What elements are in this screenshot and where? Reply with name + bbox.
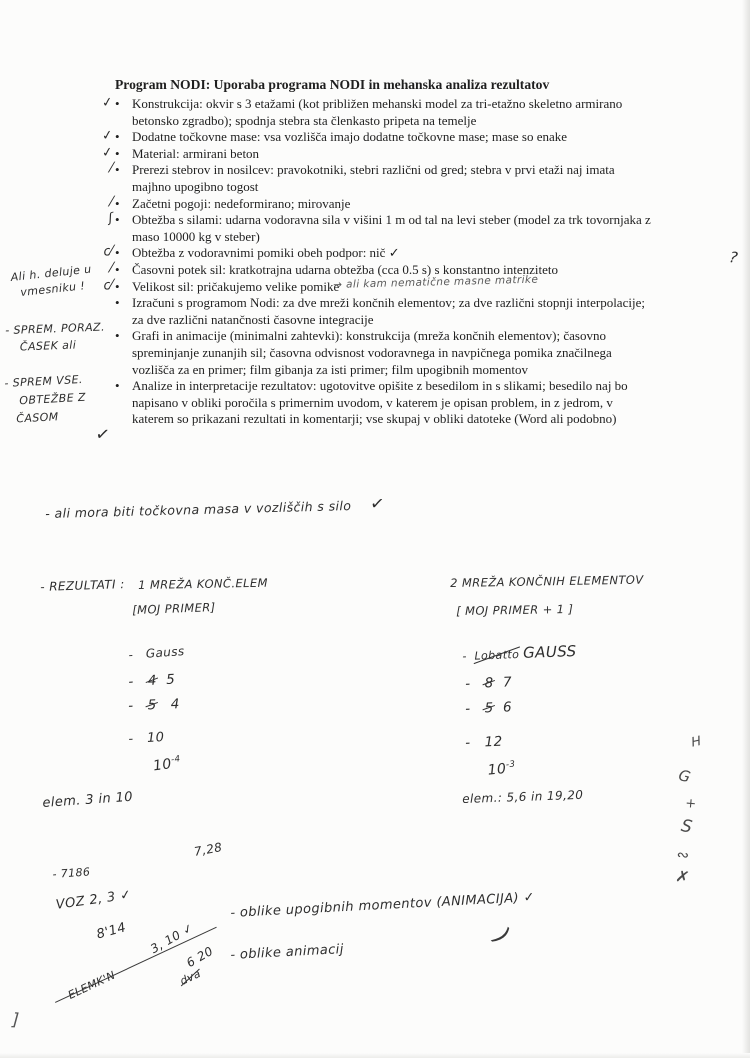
bullet-text: Velikost sil: pričakujemo velike pomike bbox=[132, 278, 340, 294]
mesh2-item-degree bbox=[465, 674, 512, 692]
elements-note-left: elem. 3 in 10 bbox=[42, 789, 134, 811]
bullet-item bbox=[115, 378, 652, 428]
handwritten-checkmark: ⁄ bbox=[109, 260, 114, 276]
dash: - bbox=[128, 673, 135, 690]
margin-note-line: OBTEŽBE Z bbox=[19, 390, 87, 408]
struck-value: 5 bbox=[484, 700, 494, 717]
margin-note-line: ČASOM bbox=[15, 410, 59, 426]
printed-document bbox=[100, 76, 652, 428]
handwritten-checkmark: ✓ bbox=[100, 127, 114, 145]
document-title: Program NODI: Uporaba programa NODI in mehanska analiza rezultatov bbox=[115, 77, 550, 92]
mesh1-item-tolerance bbox=[152, 754, 182, 774]
struck-word: dva bbox=[178, 966, 203, 988]
bullet-item bbox=[109, 260, 652, 279]
margin-note-line: Ali h. deluje u bbox=[10, 262, 93, 284]
handwritten-checkmark: ᴄ⁄ bbox=[102, 244, 114, 261]
bullet-text: Konstrukcija: okvir s 3 etažami (kot približen mehanski model za tri-etažno skeletno armirano betonsko zgradbo); spodnja stebra sta členkasto pripeta na temelje bbox=[132, 96, 623, 128]
handwritten-arrow-note: → ali kam nematične masne matrike bbox=[333, 273, 539, 291]
mesh1-value: 4 bbox=[170, 696, 180, 713]
scan-edge-artifact bbox=[742, 0, 750, 1058]
dash: - bbox=[465, 675, 471, 692]
scan-bottom-artifact bbox=[0, 1053, 750, 1058]
mesh1-gauss: Gauss bbox=[145, 644, 185, 661]
margin-scribble: H bbox=[690, 733, 704, 751]
struck-value: 4 bbox=[147, 672, 158, 689]
bullet-text: Izračuni s programom Nodi: za dve mreži končnih elementov; za dve različni stopnji interpolacije; za dve različni natančnosti časovne integracije bbox=[132, 295, 645, 327]
number-note-728: 7,28 bbox=[193, 840, 224, 859]
margin-scribble: S bbox=[679, 816, 695, 838]
bullet-text: Dodatne točkovne mase: vsa vozlišča imajo dodatne točkovne mase; mase so enake bbox=[132, 129, 567, 145]
mesh1-item-degree bbox=[128, 672, 176, 690]
shapes-note-animations: - oblike animacij bbox=[230, 942, 345, 963]
bullet-text: Obtežba z vodoravnimi pomiki obeh podpor: nič ✓ bbox=[132, 245, 400, 261]
mesh1-title: 1 MREŽA KONČ.ELEM bbox=[138, 575, 269, 592]
margin-note-sprem-poraz bbox=[5, 319, 106, 356]
mesh2-value: 12 bbox=[484, 733, 503, 751]
margin-note-line: - SPREM VSE. bbox=[4, 372, 84, 390]
bullet-dot: • bbox=[115, 278, 120, 294]
mesh2-item-degree2 bbox=[465, 699, 512, 717]
bullet-item bbox=[115, 295, 652, 328]
dash: - bbox=[128, 697, 134, 714]
bullet-item bbox=[100, 144, 652, 163]
margin-note-line: - SPREM. PORAZ. bbox=[5, 320, 106, 337]
mesh2-item-tolerance bbox=[487, 760, 516, 779]
number-note-310: 3, 10 ✓ bbox=[148, 920, 196, 957]
bullet-text: Časovni potek sil: kratkotrajna udarna obtežba (cca 0.5 s) s konstantno intenziteto bbox=[132, 261, 558, 277]
mesh1-item-steps bbox=[128, 730, 165, 747]
dash: - bbox=[128, 647, 134, 662]
mesh2-gauss: GAUSS bbox=[522, 642, 577, 662]
bullet-text: Grafi in animacije (minimalni zahtevki): konstrukcija (mreža končnih elementov); časovno spreminjanje zunanjih sil; časovna odvisnost vodoravnega in navpičnega pomika značilnega vozlišča za en primer; film gibanja za isti primer; film upogibnih momentov bbox=[132, 328, 612, 377]
margin-note-line: ČASEK ali bbox=[19, 338, 77, 354]
nodes-note: VOZ 2, 3 ✓ bbox=[55, 887, 133, 913]
margin-note-line: vmesniku ! bbox=[19, 279, 86, 299]
margin-note-sprem-obtezbe bbox=[4, 371, 87, 429]
dash: - bbox=[128, 731, 134, 747]
handwritten-checkmark: ✓ bbox=[100, 94, 114, 112]
mesh2-title: 2 MREŽA KONČNIH ELEMENTOV bbox=[450, 572, 644, 590]
mesh1-tolerance-exp: -4 bbox=[170, 754, 182, 766]
mesh2-tolerance-exp: -3 bbox=[505, 759, 516, 771]
bullet-text: Analize in interpretacije rezultatov: ugotovitve opišite z besedilom in s slikami; besedilo naj bo napisano v obliki poročila s primernim uvodom, v katerem je opisan problem, in z jedrom, v katerem so prikazani rezultati in komentarji; vse skupaj v obliki datoteke (Word ali podobno) bbox=[132, 378, 628, 427]
bullet-dot: • bbox=[115, 378, 120, 394]
mesh1-tolerance-base: 10 bbox=[152, 756, 173, 775]
bullet-dot: • bbox=[115, 145, 120, 161]
shapes-note-moments: - oblike upogibnih momentov (ANIMACIJA) ✓ bbox=[230, 890, 536, 921]
number-note-814: 8'14 bbox=[95, 920, 128, 943]
bullet-item bbox=[115, 328, 652, 378]
bullet-text: Obtežba s silami: udarna vodoravna sila v višini 1 m od tal na levi steber (model za trk tovornjaka z maso 10000 kg v steber) bbox=[132, 212, 651, 244]
struck-value: Lobatto bbox=[474, 648, 520, 663]
handwritten-question-mark: ? bbox=[727, 248, 740, 268]
bullet-dot: • bbox=[115, 295, 120, 311]
struck-scribble bbox=[178, 967, 203, 988]
margin-note-checkmark: ✓ bbox=[94, 424, 112, 446]
dash: - bbox=[465, 700, 471, 717]
bullet-item bbox=[100, 127, 652, 146]
mesh1-value: 5 bbox=[165, 671, 176, 689]
bullet-dot: • bbox=[115, 195, 120, 211]
mass-question-text: - ali mora biti točkovna masa v vozliščih s silo bbox=[45, 497, 352, 521]
elements-diagonal-label: ELEMK'N bbox=[66, 968, 118, 1002]
mesh2-tolerance-base: 10 bbox=[487, 761, 508, 779]
corner-pen-mark: ] bbox=[11, 1010, 21, 1031]
number-note-7186: - 7186 bbox=[52, 865, 91, 881]
mesh1-item-degree2 bbox=[128, 696, 180, 714]
handwritten-checkmark bbox=[93, 377, 113, 380]
mesh2-value: 7 bbox=[502, 674, 513, 691]
mesh2-value: 6 bbox=[502, 699, 513, 716]
bullet-dot: • bbox=[115, 162, 120, 178]
handwritten-checkmark: ✓ bbox=[100, 144, 114, 161]
rezultati-label: - REZULTATI : bbox=[40, 577, 125, 594]
bullet-item bbox=[107, 210, 652, 245]
checkmark: ✓ bbox=[368, 493, 386, 516]
mesh1-item-integration bbox=[128, 644, 185, 662]
dash: - bbox=[465, 734, 471, 751]
elements-note-right: elem.: 5,6 in 19,20 bbox=[462, 787, 584, 806]
struck-value: 5 bbox=[147, 697, 157, 714]
pen-swoosh: ) bbox=[490, 922, 516, 950]
bullet-dot: • bbox=[115, 96, 120, 111]
margin-note-interface bbox=[10, 262, 94, 302]
bullet-text: Prerezi stebrov in nosilcev: pravokotniki, stebri različni od gred; stebra v prvi etaži naj imata majhno upogibno togost bbox=[132, 162, 615, 194]
margin-scribble: ∾ bbox=[675, 845, 691, 865]
bullet-dot: • bbox=[115, 129, 120, 145]
mass-question-note bbox=[45, 494, 385, 523]
bullet-dot: • bbox=[115, 212, 120, 228]
handwritten-checkmark: ⁄ bbox=[109, 194, 114, 210]
mesh2-subtitle: [ MOJ PRIMER + 1 ] bbox=[456, 601, 574, 618]
struck-value: 8 bbox=[484, 675, 494, 692]
mesh2-item-integration bbox=[462, 642, 577, 664]
bullet-item bbox=[109, 194, 652, 213]
margin-scribble: ✗ bbox=[674, 866, 692, 888]
number-note-620: 6 20 bbox=[184, 943, 216, 971]
mesh2-item-steps bbox=[465, 734, 503, 751]
bullet-dot: • bbox=[115, 261, 120, 277]
handwritten-checkmark: ʃ bbox=[107, 210, 114, 227]
bullet-dot: • bbox=[115, 328, 120, 344]
margin-scribble: + bbox=[684, 796, 698, 812]
handwritten-checkmark: ⁄ bbox=[109, 161, 114, 177]
bullet-item bbox=[100, 94, 652, 129]
handwritten-checkmark: ᴄ⁄ bbox=[102, 277, 114, 294]
dash: - bbox=[462, 649, 467, 663]
bullet-text: Material: armirani beton bbox=[132, 145, 260, 161]
bullet-text: Začetni pogoji: nedeformirano; mirovanje bbox=[132, 195, 351, 211]
mesh1-subtitle: [MOJ PRIMER] bbox=[132, 600, 216, 617]
bullet-dot: • bbox=[115, 245, 120, 261]
mesh1-value: 10 bbox=[146, 730, 165, 747]
margin-scribble: G bbox=[676, 766, 693, 787]
bullet-item bbox=[109, 161, 652, 195]
bullet-item bbox=[102, 244, 652, 262]
